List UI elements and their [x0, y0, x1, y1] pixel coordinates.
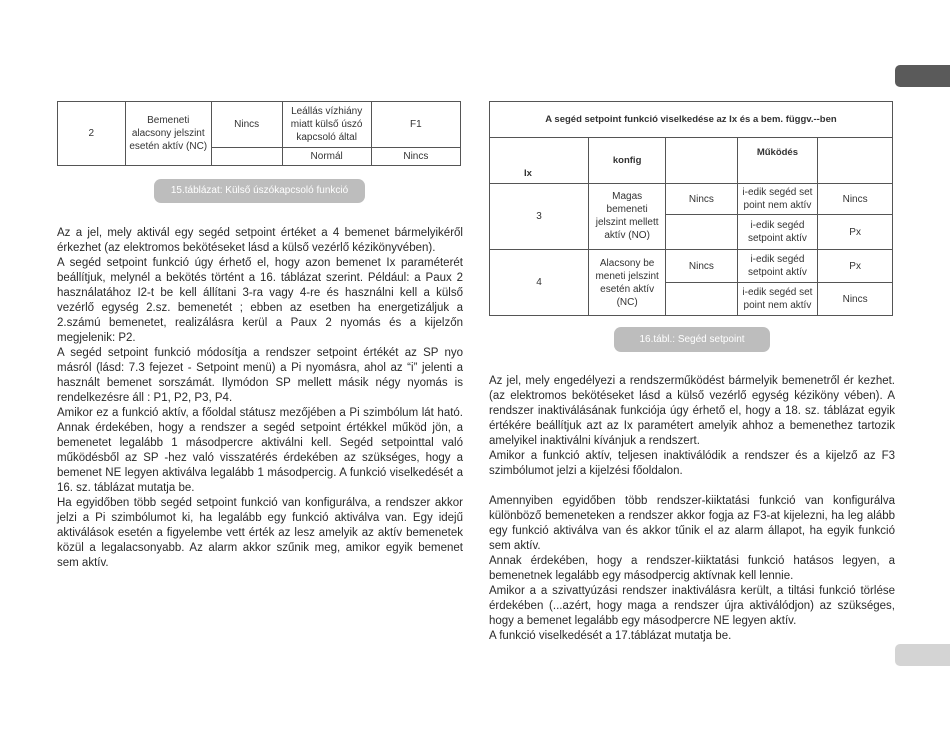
- table-15-float-switch: [57, 101, 461, 166]
- table-cell: Normál: [282, 148, 371, 166]
- page-tab-marker: [895, 65, 950, 87]
- table-cell: [666, 138, 737, 184]
- paragraph: Amikor a a szivattyúzási rendszer inaktiválásra került, a tiltási funkció törlése érdekében (...azért, hogy maga a rendszer újra aktiválódjon) az szükséges, hogy a bemenet legalább egy másodpercre NE legyen aktív.: [489, 585, 895, 627]
- table-16-aux-setpoint: [489, 101, 893, 316]
- table-cell: Magas bemeneti jelszint mellett aktív (NO): [589, 184, 666, 250]
- table-cell: [666, 283, 737, 316]
- table-row: [490, 250, 893, 283]
- table-row: [490, 102, 893, 138]
- paragraph: Amikor a funkció aktív, teljesen inaktiválódik a rendszer és a kijelző az F3 szimbólumot jelzi a kijelzési főoldalon.: [489, 450, 895, 477]
- table-row: [490, 184, 893, 215]
- table-cell: Px: [818, 215, 893, 250]
- table-cell: 4: [490, 250, 589, 316]
- table-cell: F1: [371, 102, 460, 148]
- table-cell: Nincs: [371, 148, 460, 166]
- column-header-ix: Ix: [490, 138, 589, 184]
- paragraph: Amennyiben egyidőben több rendszer-kiiktatási funkció van konfigurálva különböző bemeneteken a rendszer akkor fogja az F3-at kijelezni, ha leg alább egy funkció aktiválva van és akkor tűnik el az alarm állapot, ha egyik funkció sem aktív.: [489, 495, 895, 552]
- paragraph: Amikor ez a funkció aktív, a főoldal státusz mezőjében a Pi szimbólum lát ható. Annak érdekében, hogy a rendszer a segéd setpoint értékkel működ jön, a bemenetet legalább 1 másodpercre aktiválni kell. Segéd setpointtal való működésből az SP -hez való visszatérés érdekében az szükséges, hogy a bemenet NE legyen aktiválva legalább 1 másodpercig. A funkció viselkedését a 16. sz. táblázat mutatja be.: [57, 407, 463, 494]
- table-row: [490, 138, 893, 184]
- table-cell: i-edik segéd setpoint aktív: [737, 215, 818, 250]
- paragraph: Annak érdekében, hogy a rendszer-kiiktatási funkció hatásos legyen, a bemenetnek legalább egy másodpercig aktívnak kell lennie.: [489, 555, 895, 582]
- table-cell: Px: [818, 250, 893, 283]
- paragraph: A segéd setpoint funkció úgy érhető el, hogy azon bemenet Ix paraméterét beállítjuk, melynél a bekötés történt a 16. táblázat szerint. Például: a Paux 2 használatához I2-t be kell állítani 3-ra vagy 4-re és használni kell a külső vezérlő egység 2.sz. bemenetét ; ebben az esetben ha energetizáljuk a 2.számú bemenetet, realizálásra kerül a Paux 2 nyomás és a kijelzőn megjelenik: P2.: [57, 257, 463, 344]
- table-cell: 3: [490, 184, 589, 250]
- table-cell: Alacsony be meneti jelszint esetén aktív (NC): [589, 250, 666, 316]
- table-cell: Nincs: [211, 102, 282, 148]
- paragraph: Az a jel, mely aktivál egy segéd setpoint értéket a 4 bemenet bármelyikéről érkezhet (az elektromos bekötéseket lásd a külső vezérlő kézikönyvében).: [57, 227, 463, 254]
- paragraph: Az jel, mely engedélyezi a rendszerműködést bármelyik bemenetről ér kezhet.(az elektromos bekötéseket lásd a külső vezérlő egység kéziköny vében). A rendszer inaktiválásának funkciója úgy érhető el, hogy a 18. sz. táblázat egyik értékére beállítjuk azt az Ix paramétert amelyik ahhoz a bemenethez tartozik amelyikel inaktiválni kívánjuk a rendszert.: [489, 375, 895, 447]
- table-row: [58, 102, 461, 148]
- table-cell: i-edik segéd setpoint aktív: [737, 250, 818, 283]
- column-header-konfig: konfig: [589, 138, 666, 184]
- table-title: A segéd setpoint funkció viselkedése az Ix és a bem. függv.--ben: [490, 102, 893, 138]
- table-cell: Nincs: [666, 250, 737, 283]
- right-column-text: [489, 374, 895, 644]
- table-cell: Nincs: [818, 283, 893, 316]
- table-cell: Bemeneti alacsony jelszint esetén aktív (NC): [125, 102, 211, 166]
- paragraph: A segéd setpoint funkció módosítja a rendszer setpoint értékét az SP nyo másról (lásd: 7.3 fejezet - Setpoint menü) a Pi nyomásra, ahol az “i” jelenti a használt bemenet sorszámát. Ilymódon SP mellett másik négy nyomás is rendelkezésre áll : P1, P2, P3, P4.: [57, 347, 463, 404]
- column-header-mukodes: Működés: [737, 138, 818, 184]
- table-cell: [666, 215, 737, 250]
- table-cell: [211, 148, 282, 166]
- left-column-text: [57, 226, 463, 571]
- paragraph: Ha egyidőben több segéd setpoint funkció van konfigurálva, a rendszer akkor jelzi a Pi szimbólumot ki, ha legalább egy funkció aktiválva van. Egy idejű aktiválások esetén a figyelembe vett érték az lesz amelyik az aktív bemenetek közül a legalacsonyabb. Az alarm akkor szűnik meg, amikor egyik bemenet sem aktív.: [57, 497, 463, 569]
- table-cell: Leállás vízhiány miatt külső úszó kapcsoló által: [282, 102, 371, 148]
- table-cell: Nincs: [666, 184, 737, 215]
- table-cell: Nincs: [818, 184, 893, 215]
- page-number-tab: [895, 644, 950, 666]
- table-cell: [818, 138, 893, 184]
- table-cell: i-edik segéd set point nem aktív: [737, 283, 818, 316]
- table-15-caption: 15.táblázat: Külső úszókapcsoló funkció: [154, 179, 365, 203]
- table-16-caption: 16.tábl.: Segéd setpoint: [614, 327, 770, 352]
- paragraph: A funkció viselkedését a 17.táblázat mutatja be.: [489, 630, 732, 642]
- table-cell: i-edik segéd set point nem aktív: [737, 184, 818, 215]
- table-cell: 2: [58, 102, 126, 166]
